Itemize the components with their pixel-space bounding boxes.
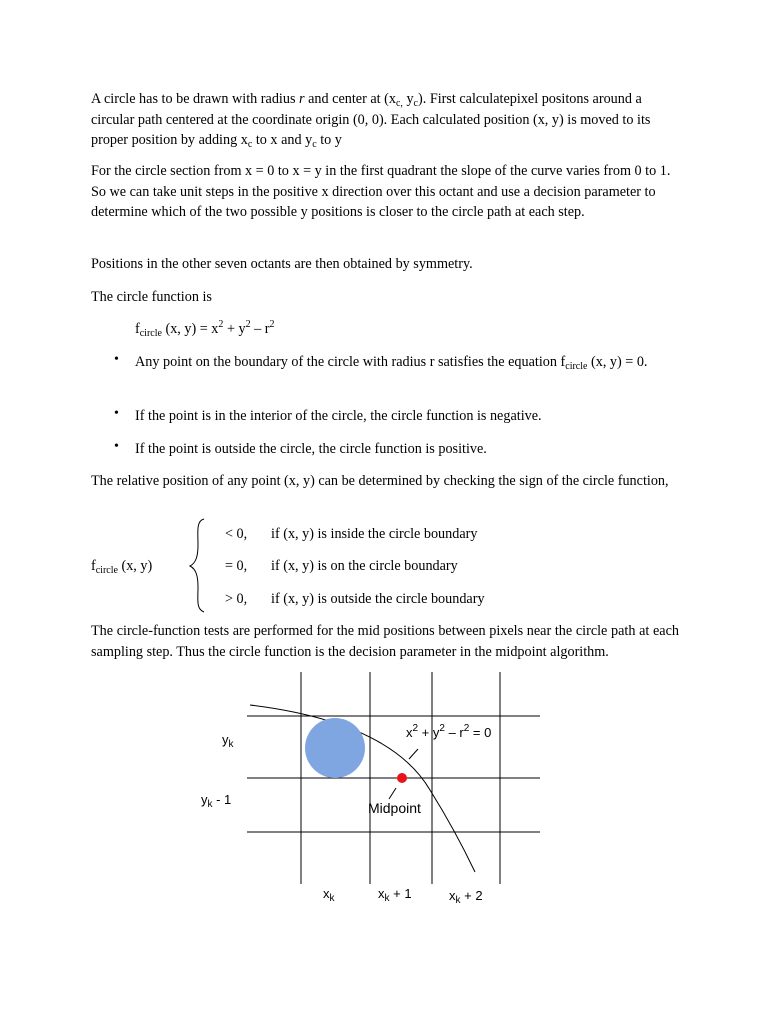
- case-sign: > 0,: [225, 591, 248, 607]
- bullet-marker: •: [114, 439, 119, 454]
- circle-function-intro: The circle function is: [91, 289, 212, 305]
- circle-function-equation: $f_{circle}$ (x, $y) = x^2 + y^2 - r^2$: [135, 319, 275, 339]
- label-yk-minus-1: $y_k - 1$: [201, 792, 232, 810]
- circle-equation-label: $x^2 + y^2 - r^2 = 0$: [406, 723, 492, 740]
- case-sign: = 0,: [225, 558, 248, 574]
- symmetry-paragraph: Positions in the other seven octants are then obtained by symmetry.: [91, 256, 473, 272]
- case-condition: if (x, y) is on the circle boundary: [271, 558, 458, 574]
- bullet-marker: •: [114, 352, 119, 367]
- midpoint-dot: [397, 773, 407, 783]
- octant-paragraph: For the circle section from x = 0 to x = y in the first quadrant the slope of the curve varies from 0 to 1. So we can take unit steps in the positive x direction over this octant and use a decision parameter to determine which of the two possible y positions is closer to the circle path at each step.: [91, 163, 671, 220]
- midpoint-label: Midpoint: [368, 800, 421, 816]
- bullet-boundary: Any point on the boundary of the circle with radius r satisfies the equation $f_{circle}$ (x, y) = 0.: [135, 354, 648, 372]
- bullet-interior: If the point is in the interior of the circle, the circle function is negative.: [135, 408, 542, 424]
- case-condition: if (x, y) is outside the circle boundary: [271, 591, 485, 607]
- selected-pixel: [305, 718, 365, 778]
- label-xk-plus-1: $x_k + 1$: [378, 886, 412, 904]
- intro-paragraph: A circle has to be drawn with radius r and center at ($x_{c,}$ $y_c$). First calculatepixel positons around a circular path centered at the coordinate origin (0, 0). Each calculated position (x, y) is moved to its proper position by adding $x_c$ to x and $y_c$ to y: [91, 91, 651, 150]
- relative-position-paragraph: The relative position of any point (x, y) can be determined by checking the sign of the circle function,: [91, 473, 669, 489]
- equation-pointer: [409, 749, 418, 759]
- label-xk: $x_k$: [323, 886, 335, 904]
- midpoint-paragraph: The circle-function tests are performed for the mid positions between pixels near the circle path at each sampling step. Thus the circle function is the decision parameter in the midpoint algorithm.: [91, 623, 679, 660]
- cases-function-label: $f_{circle}$ (x, y): [91, 558, 153, 576]
- label-yk: $y_k$: [222, 732, 234, 750]
- case-sign: < 0,: [225, 526, 248, 542]
- label-xk-plus-2: $x_k + 2$: [449, 888, 483, 906]
- case-condition: if (x, y) is inside the circle boundary: [271, 526, 478, 542]
- bullet-exterior: If the point is outside the circle, the circle function is positive.: [135, 441, 487, 457]
- bullet-marker: •: [114, 406, 119, 421]
